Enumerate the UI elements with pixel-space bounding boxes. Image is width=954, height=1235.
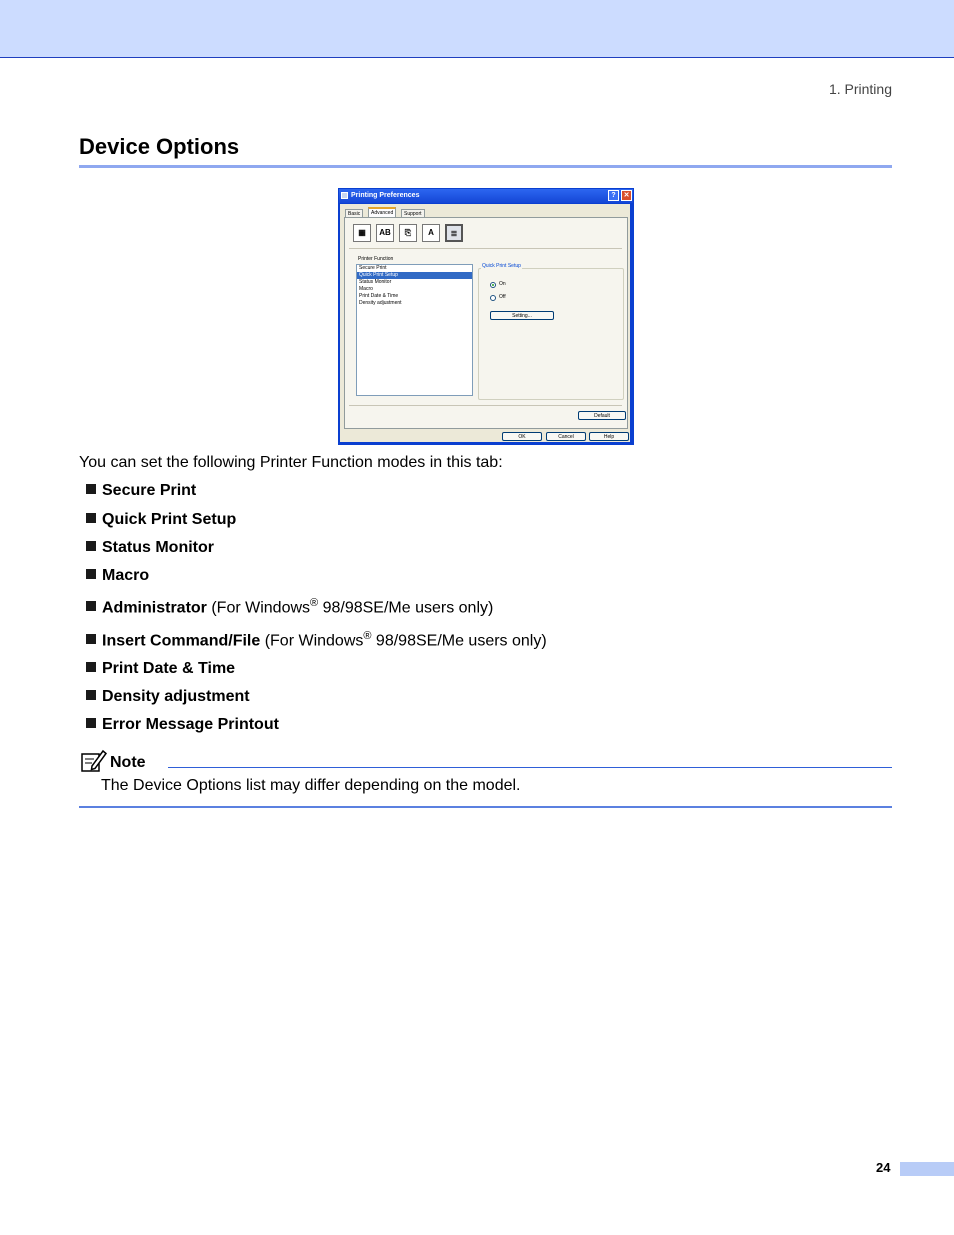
tab-basic[interactable]: Basic: [345, 209, 363, 218]
ab-icon[interactable]: AB: [376, 224, 394, 242]
close-icon[interactable]: ✕: [621, 190, 632, 201]
radio-off[interactable]: [490, 295, 496, 301]
bullet-square-icon: [86, 484, 96, 494]
printing-preferences-dialog: [338, 188, 634, 445]
watermark-icon[interactable]: A: [422, 224, 440, 242]
list-item[interactable]: Macro: [359, 286, 373, 292]
list-item[interactable]: Quick Print Setup: [357, 272, 472, 279]
bullet-square-icon: [86, 690, 96, 700]
tab-support[interactable]: Support: [401, 209, 425, 218]
bullet-item: Status Monitor: [86, 539, 214, 557]
graphics-icon[interactable]: ▦: [353, 224, 371, 242]
section-title: Device Options: [79, 134, 240, 159]
bullet-item: Quick Print Setup: [86, 511, 236, 529]
cancel-button[interactable]: Cancel: [546, 432, 586, 441]
page-number: 24: [876, 1160, 891, 1175]
divider: [349, 248, 622, 249]
bullet-item: Error Message Printout: [86, 716, 279, 734]
list-item[interactable]: Density adjustment: [359, 300, 402, 306]
dialog-titlebar: [339, 189, 633, 203]
default-button[interactable]: Default: [578, 411, 626, 420]
bullet-item: Insert Command/File (For Windows® 98/98SE/Me users only): [86, 630, 547, 650]
radio-on-label: On: [499, 281, 506, 287]
group-label: Quick Print Setup: [482, 263, 521, 269]
printer-function-list[interactable]: [356, 264, 473, 396]
note-title: Note: [110, 754, 146, 771]
note-pencil-icon: [81, 749, 107, 773]
radio-on[interactable]: [490, 282, 496, 288]
list-item[interactable]: Print Date & Time: [359, 293, 399, 299]
help-icon[interactable]: ?: [608, 190, 619, 201]
tab-advanced[interactable]: Advanced: [368, 207, 396, 219]
printer-icon: [341, 192, 348, 199]
bullet-square-icon: [86, 634, 96, 644]
advanced-panel: [344, 217, 628, 429]
ok-button[interactable]: OK: [502, 432, 542, 441]
list-item[interactable]: Secure Print: [359, 265, 387, 271]
list-item[interactable]: Status Monitor: [359, 279, 392, 285]
bullet-item: Print Date & Time: [86, 660, 235, 678]
note-bottom-rule: [79, 806, 892, 808]
page-marker: [900, 1162, 954, 1176]
bullet-square-icon: [86, 662, 96, 672]
radio-off-label: Off: [499, 294, 506, 300]
title-rule: [79, 165, 892, 168]
bullet-item: Secure Print: [86, 482, 196, 500]
quick-print-setup-group: [478, 268, 624, 400]
intro-text: You can set the following Printer Function modes in this tab:: [79, 454, 503, 471]
bullet-item: Macro: [86, 567, 149, 585]
device-options-icon[interactable]: ≣: [445, 224, 463, 242]
bullet-item: Density adjustment: [86, 688, 250, 706]
bullet-item: Administrator (For Windows® 98/98SE/Me users only): [86, 597, 493, 617]
bullet-square-icon: [86, 601, 96, 611]
note-rule: [168, 767, 892, 768]
printer-function-label: Printer Function: [358, 256, 394, 262]
note-text: The Device Options list may differ depending on the model.: [101, 777, 521, 794]
header-band: [0, 0, 954, 58]
bullet-square-icon: [86, 569, 96, 579]
bullet-square-icon: [86, 513, 96, 523]
chapter-label: 1. Printing: [828, 81, 892, 97]
setting-button[interactable]: Setting...: [490, 311, 554, 320]
bullet-square-icon: [86, 718, 96, 728]
divider: [349, 405, 622, 406]
page-icon[interactable]: ⎘: [399, 224, 417, 242]
help-button[interactable]: Help: [589, 432, 629, 441]
dialog-title: Printing Preferences: [351, 192, 420, 199]
dialog-body: [340, 204, 630, 442]
bullet-square-icon: [86, 541, 96, 551]
